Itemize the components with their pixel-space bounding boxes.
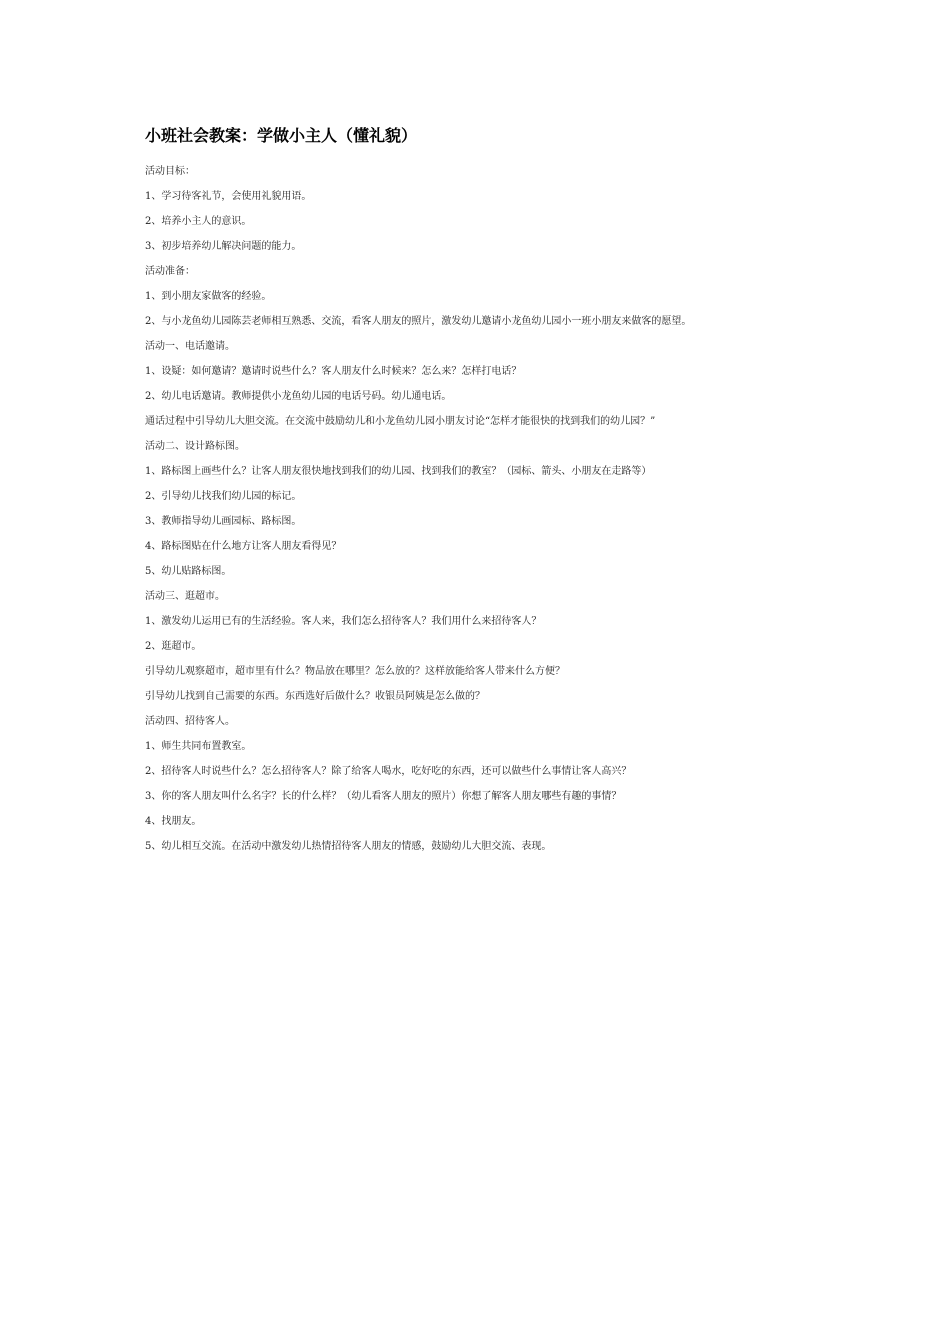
paragraph: 3、你的客人朋友叫什么名字？长的什么样？（幼儿看客人朋友的照片）你想了解客人朋友哪些有趣的事情？ [145,791,622,802]
paragraph: 2、幼儿电话邀请。教师提供小龙鱼幼儿园的电话号码。幼儿通电话。 [145,391,452,402]
paragraph: 3、初步培养幼儿解决问题的能力。 [145,241,302,252]
paragraph: 2、引导幼儿找我们幼儿园的标记。 [145,491,302,502]
paragraph: 活动一、电话邀请。 [145,341,235,352]
paragraph: 1、学习待客礼节，会使用礼貌用语。 [145,191,312,202]
paragraph: 2、招待客人时说些什么？怎么招待客人？除了给客人喝水，吃好吃的东西，还可以做些什么事情让客人高兴？ [145,766,632,777]
paragraph: 2、逛超市。 [145,641,202,652]
paragraph: 1、路标图上画些什么？让客人朋友很快地找到我们的幼儿园、找到我们的教室？（园标、箭头、小朋友在走路等） [145,466,652,477]
paragraph: 5、幼儿相互交流。在活动中激发幼儿热情招待客人朋友的情感，鼓励幼儿大胆交流、表现。 [145,841,552,852]
paragraph: 通话过程中引导幼儿大胆交流。在交流中鼓励幼儿和小龙鱼幼儿园小朋友讨论“怎样才能很快的找到我们的幼儿园？” [145,416,656,427]
paragraph: 4、路标图贴在什么地方让客人朋友看得见？ [145,541,342,552]
paragraph: 活动二、设计路标图。 [145,441,245,452]
document-title: 小班社会教案：学做小主人（懂礼貌） [145,126,418,145]
paragraph: 引导幼儿找到自己需要的东西。东西选好后做什么？收银员阿姨是怎么做的？ [145,691,485,702]
paragraph: 活动目标： [145,166,195,177]
paragraph: 1、师生共同布置教室。 [145,741,252,752]
paragraph: 1、设疑：如何邀请？邀请时说些什么？客人朋友什么时候来？怎么来？怎样打电话？ [145,366,522,377]
paragraph: 活动三、逛超市。 [145,591,225,602]
paragraph: 活动准备： [145,266,195,277]
paragraph: 4、找朋友。 [145,816,202,827]
paragraph: 活动四、招待客人。 [145,716,235,727]
paragraph: 2、培养小主人的意识。 [145,216,252,227]
paragraph: 引导幼儿观察超市，超市里有什么？物品放在哪里？怎么放的？这样放能给客人带来什么方便？ [145,666,565,677]
paragraph: 1、到小朋友家做客的经验。 [145,291,272,302]
paragraph: 3、教师指导幼儿画园标、路标图。 [145,516,302,527]
paragraph: 5、幼儿贴路标图。 [145,566,232,577]
paragraph: 1、激发幼儿运用已有的生活经验。客人来，我们怎么招待客人？我们用什么来招待客人？ [145,616,542,627]
document-body [145,124,805,859]
paragraph: 2、与小龙鱼幼儿园陈芸老师相互熟悉、交流，看客人朋友的照片，激发幼儿邀请小龙鱼幼儿园小一班小朋友来做客的愿望。 [145,316,692,327]
